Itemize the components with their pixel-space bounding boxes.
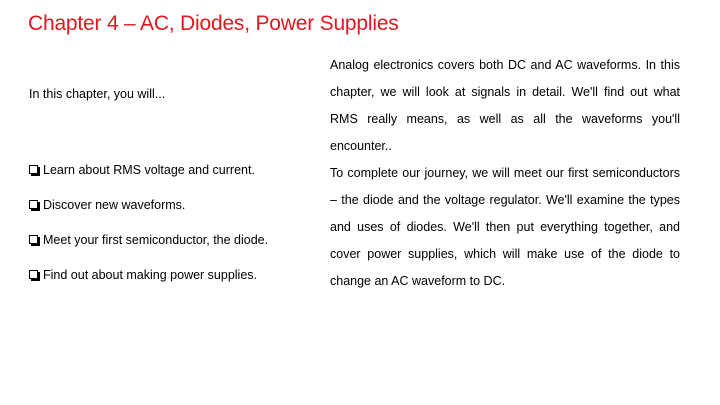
checkbox-square-icon <box>29 270 38 279</box>
bullet-list <box>29 152 268 292</box>
bullet-text: Meet your first semiconductor, the diode. <box>43 232 269 247</box>
bullet-item <box>29 257 268 292</box>
description-paragraph: To complete our journey, we will meet our first semiconductors – the diode and the voltage regulator. We'll examine the types and uses of diodes. We'll then put everything together, and cover power supplies, which will make use of the diode to change an AC waveform to DC. <box>330 166 680 288</box>
checkbox-square-icon <box>29 235 38 244</box>
bullet-text: Discover new waveforms. <box>43 197 186 212</box>
checkbox-square-icon <box>29 200 38 209</box>
bullet-item <box>29 187 268 222</box>
description-block <box>330 52 680 295</box>
intro-text: In this chapter, you will... <box>29 87 166 101</box>
bullet-item <box>29 222 268 257</box>
description-paragraph: Analog electronics covers both DC and AC waveforms. In this chapter, we will look at signals in detail. We'll find out what RMS really means, as well as all the waveforms you'll encounter.. <box>330 58 680 153</box>
slide-title: Chapter 4 – AC, Diodes, Power Supplies <box>28 12 399 35</box>
bullet-item <box>29 152 268 187</box>
bullet-text: Find out about making power supplies. <box>43 267 258 282</box>
checkbox-square-icon <box>29 165 38 174</box>
bullet-text: Learn about RMS voltage and current. <box>43 162 255 177</box>
